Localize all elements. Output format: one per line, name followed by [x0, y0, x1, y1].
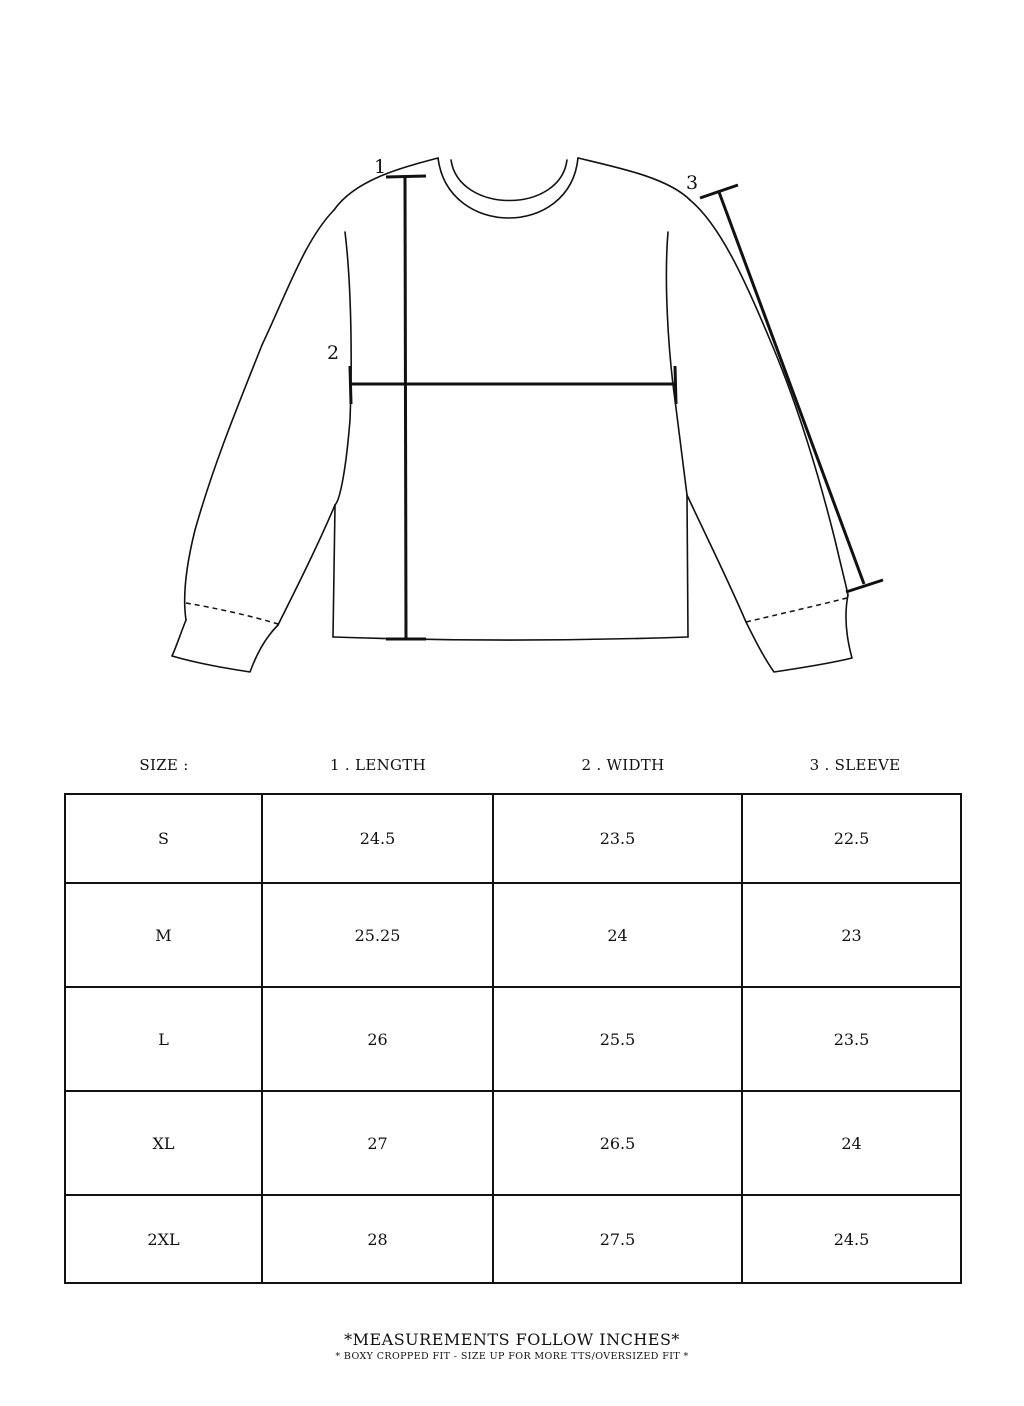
right-shoulder	[578, 158, 690, 200]
width-cell: 23.5	[493, 794, 742, 883]
length-cell: 26	[262, 987, 493, 1091]
width-cell: 27.5	[493, 1195, 742, 1283]
header-length: 1 . LENGTH	[330, 756, 426, 774]
collar-outer	[438, 158, 578, 218]
length-cell: 27	[262, 1091, 493, 1195]
right-sleeve-inner	[687, 495, 746, 622]
length-cell: 25.25	[262, 883, 493, 987]
sleeve-cell: 22.5	[742, 794, 961, 883]
right-body-side	[666, 232, 687, 495]
sleeve-cell: 24.5	[742, 1195, 961, 1283]
length-cap-top	[386, 176, 426, 177]
left-cuff-seam	[186, 603, 278, 624]
right-sleeve-outer	[690, 200, 848, 595]
sleeve-line	[719, 192, 864, 584]
length-cell: 28	[262, 1195, 493, 1283]
size-cell: 2XL	[65, 1195, 262, 1283]
fit-note: * BOXY CROPPED FIT - SIZE UP FOR MORE TTS/OVERSIZED FIT *	[335, 1351, 689, 1362]
table-row	[65, 987, 961, 1091]
sleeve-marker: 3	[686, 172, 699, 194]
header-sleeve: 3 . SLEEVE	[809, 756, 901, 774]
table-row	[65, 1091, 961, 1195]
size-cell: S	[65, 794, 262, 883]
width-cell: 25.5	[493, 987, 742, 1091]
size-cell: XL	[65, 1091, 262, 1195]
size-table	[64, 793, 962, 1284]
table-row	[65, 1195, 961, 1283]
length-line	[405, 177, 406, 639]
width-cell: 26.5	[493, 1091, 742, 1195]
measurement-note: *MEASUREMENTS FOLLOW INCHES*	[344, 1330, 680, 1349]
length-marker: 1	[374, 156, 387, 178]
right-cuff-seam	[746, 598, 847, 622]
length-cell: 24.5	[262, 794, 493, 883]
table-row	[65, 883, 961, 987]
sleeve-cell: 23	[742, 883, 961, 987]
header-width: 2 . WIDTH	[581, 756, 665, 774]
left-cuff	[172, 620, 278, 672]
size-cell: L	[65, 987, 262, 1091]
collar-inner	[451, 160, 567, 201]
left-sleeve-inner	[278, 505, 335, 625]
sleeve-cell: 24	[742, 1091, 961, 1195]
width-cell: 24	[493, 883, 742, 987]
left-sleeve-outer	[185, 210, 334, 620]
table-row	[65, 794, 961, 883]
width-cap-right	[675, 366, 676, 404]
header-size: SIZE :	[139, 756, 189, 774]
width-marker: 2	[327, 342, 340, 364]
size-cell: M	[65, 883, 262, 987]
sleeve-cell: 23.5	[742, 987, 961, 1091]
width-cap-left	[350, 366, 351, 404]
left-hem-side	[333, 505, 335, 637]
right-hem-side	[687, 495, 688, 637]
right-cuff	[746, 595, 852, 672]
